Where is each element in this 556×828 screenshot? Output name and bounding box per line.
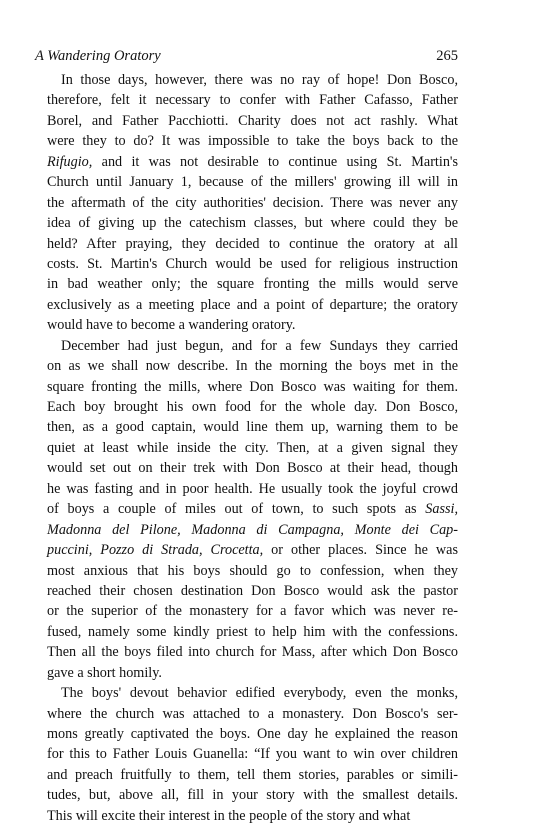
text-segment: tudes, but, above all, fill in your story with the smallest details. (47, 787, 458, 804)
text-line (47, 70, 458, 90)
text-segment: held? After praying, they decided to continue the oratory at all (47, 235, 458, 252)
text-line (47, 499, 458, 519)
running-head: A Wandering Oratory (35, 48, 161, 64)
book-page (35, 46, 458, 826)
italic-text: Rifugio, (47, 153, 93, 170)
text-segment: Each boy brought his own food for the whole day. Don Bosco, (47, 399, 458, 415)
text-segment: December had just begun, and for a few Sundays they carried (61, 337, 458, 354)
text-line (47, 540, 458, 560)
italic-text: Madonna del Pilone, Madonna di Campagna, Monte dei Cap- (47, 521, 458, 538)
text-line (47, 479, 458, 499)
page-number: 265 (436, 48, 458, 64)
text-line (47, 315, 458, 335)
text-segment: of boys a couple of miles out of town, to such spots as (47, 501, 426, 518)
italic-text: puccini, Pozzo di Strada, Crocetta, (47, 542, 264, 559)
text-segment: in bad weather only; the square fronting the mills would serve (47, 276, 458, 293)
text-line (47, 336, 458, 356)
text-segment: gave a short homily. (47, 664, 162, 681)
text-segment: for this to Father Louis Guanella: “If you want to win over children (47, 746, 458, 763)
text-line (47, 131, 458, 151)
text-segment: The boys' devout behavior edified everybody, even the monks, (61, 685, 458, 702)
text-line (47, 704, 458, 724)
text-segment: he was fasting and in poor health. He usually took the joyful crowd (47, 480, 458, 497)
text-line (47, 601, 458, 621)
text-line (47, 581, 458, 601)
text-line (47, 642, 458, 662)
text-segment: Borel, and Father Pacchiotti. Charity does not act rashly. What (47, 112, 458, 129)
text-segment: most anxious that his boys should go to confession, when they (47, 562, 458, 579)
text-segment: therefore, felt it necessary to confer with Father Cafasso, Father (47, 92, 458, 109)
text-line (47, 417, 458, 437)
text-line (47, 377, 458, 397)
text-line (47, 724, 458, 744)
text-segment: the aftermath of the city authorities' decision. There was never any (47, 194, 458, 211)
body-text (47, 70, 458, 826)
text-line (47, 254, 458, 274)
text-segment: would have to become a wandering oratory. (47, 317, 296, 334)
text-line (47, 172, 458, 192)
text-segment: would set out on their trek with Don Bosco at their head, though (47, 460, 458, 477)
text-segment: and preach fruitfully to them, tell them stories, parables or simili- (47, 766, 458, 783)
text-line (47, 213, 458, 233)
text-segment: then, as a good captain, would line them up, warning them to be (47, 419, 458, 436)
text-segment: were they to do? It was impossible to take the boys back to the (47, 133, 458, 150)
text-line (47, 744, 458, 764)
text-line (47, 622, 458, 642)
text-line (47, 193, 458, 213)
text-segment: This will excite their interest in the people of the story and what (47, 807, 411, 824)
text-segment: or other places. Since he was (263, 542, 458, 559)
text-line (47, 806, 458, 826)
text-segment: Church until January 1, because of the millers' growing ill will in (47, 174, 458, 191)
text-line (47, 785, 458, 805)
italic-text: Sassi, (425, 501, 458, 518)
text-line (47, 765, 458, 785)
text-segment: exclusively as a meeting place and a point of departure; the oratory (47, 296, 458, 313)
text-line (47, 152, 458, 172)
text-line (47, 520, 458, 540)
paragraph (47, 683, 458, 826)
page-header (35, 46, 458, 68)
paragraph (47, 336, 458, 683)
text-line (47, 90, 458, 110)
text-line (47, 111, 458, 131)
text-line (47, 561, 458, 581)
text-segment: Then all the boys filed into church for Mass, after which Don Bosco (47, 644, 458, 661)
text-segment: on as we shall now describe. In the morning the boys met in the (47, 358, 458, 375)
text-segment: where the church was attached to a monastery. Don Bosco's ser- (47, 705, 458, 722)
text-line (47, 274, 458, 294)
text-segment: fused, namely some kindly priest to help him with the confessions. (47, 623, 458, 640)
paragraph (47, 70, 458, 336)
text-segment: and it was not desirable to continue using St. Martin's (92, 153, 458, 170)
text-segment: costs. St. Martin's Church would be used for religious instruction (47, 255, 458, 272)
text-line (47, 397, 458, 417)
text-segment: or the superior of the monastery for a favor which was never re- (47, 603, 458, 620)
text-segment: square fronting the mills, where Don Bosco was waiting for them. (47, 378, 458, 395)
text-line (47, 663, 458, 683)
text-line (47, 683, 458, 703)
text-line (47, 458, 458, 478)
text-line (47, 295, 458, 315)
text-line (47, 234, 458, 254)
text-segment: mons greatly captivated the boys. One day he explained the reason (47, 726, 458, 742)
text-segment: In those days, however, there was no ray of hope! Don Bosco, (61, 72, 458, 88)
text-segment: reached their chosen destination Don Bosco would ask the pastor (47, 582, 458, 599)
text-line (47, 356, 458, 376)
text-line (47, 438, 458, 458)
text-segment: idea of giving up the catechism classes, but where could they be (47, 215, 458, 232)
text-segment: quiet at least while inside the city. Then, at a given signal they (47, 439, 458, 456)
